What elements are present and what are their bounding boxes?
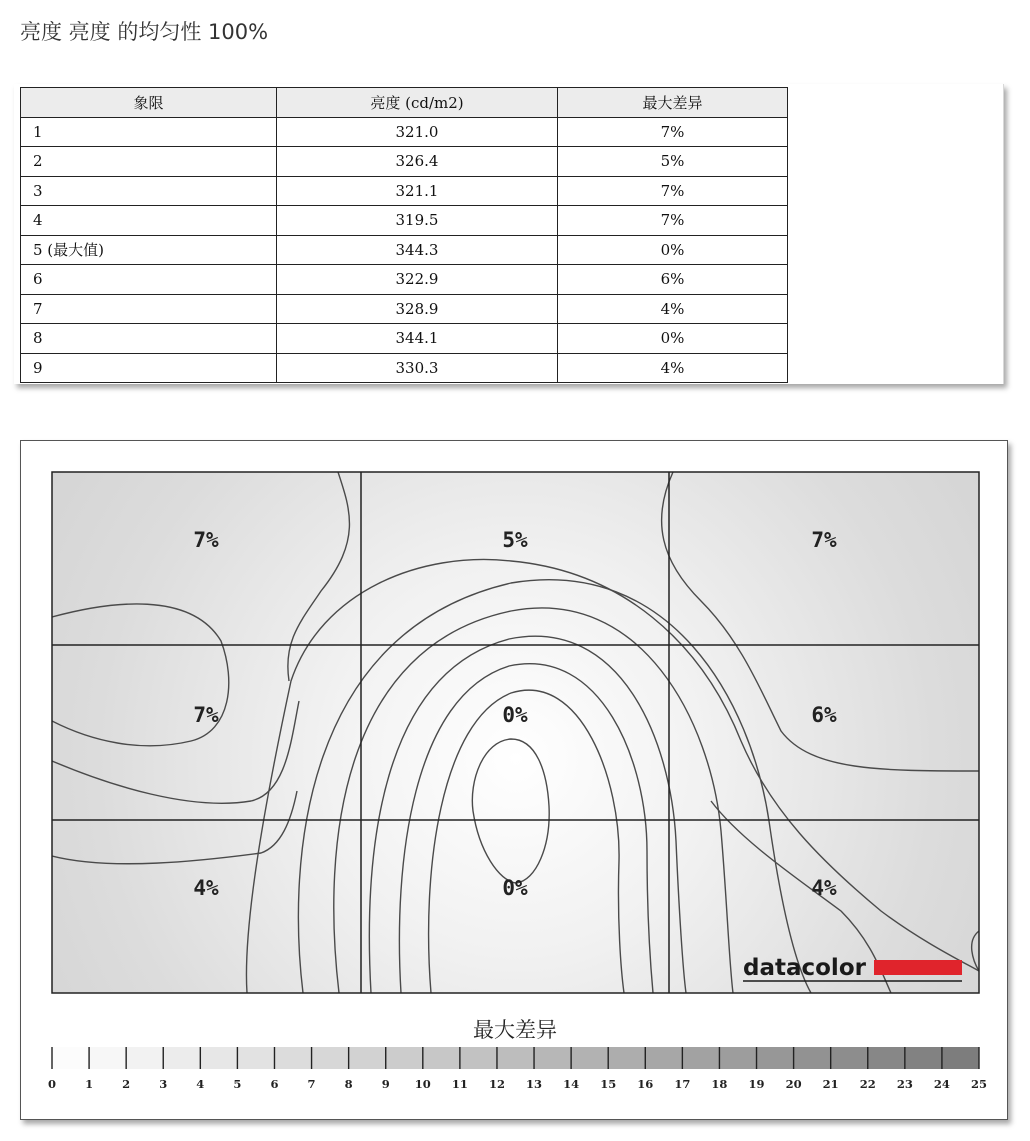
legend-swatch	[497, 1047, 535, 1069]
cell-max-diff: 6%	[558, 265, 788, 295]
header-quadrant: 象限	[21, 88, 277, 118]
cell-luminance: 321.0	[277, 117, 558, 147]
legend-tick-label: 18	[711, 1077, 728, 1091]
legend-tick-label: 25	[970, 1077, 988, 1091]
quadrant-label-8: 0%	[502, 876, 528, 900]
table-row	[21, 235, 788, 265]
legend-tick-label: 15	[600, 1077, 617, 1091]
table-row	[21, 294, 788, 324]
uniformity-chart	[21, 441, 1009, 1121]
legend-tick-label: 22	[859, 1077, 876, 1091]
cell-luminance: 344.1	[277, 324, 558, 354]
page-title: 亮度 亮度 的均匀性 100%	[20, 20, 269, 44]
table-row	[21, 353, 788, 383]
quadrant-label-2: 5%	[502, 528, 528, 552]
legend-tick-label: 14	[563, 1077, 580, 1091]
legend-swatch	[163, 1047, 201, 1069]
table-row	[21, 117, 788, 147]
cell-max-diff: 5%	[558, 147, 788, 177]
legend-tick-label: 0	[47, 1077, 57, 1091]
legend-tick-label: 9	[381, 1077, 390, 1091]
cell-luminance: 330.3	[277, 353, 558, 383]
legend-tick-label: 16	[637, 1077, 654, 1091]
legend-tick-label: 8	[344, 1077, 353, 1091]
cell-quadrant: 9	[21, 353, 277, 383]
logo-text: datacolor	[743, 955, 866, 981]
quadrant-label-3: 7%	[811, 528, 837, 552]
legend-tick-label: 4	[196, 1077, 205, 1091]
legend-tick-label: 19	[748, 1077, 765, 1091]
uniformity-table	[20, 87, 788, 383]
cell-quadrant: 5 (最大值)	[21, 235, 277, 265]
header-luminance: 亮度 (cd/m2)	[277, 88, 558, 118]
cell-max-diff: 4%	[558, 353, 788, 383]
legend-tick-label: 3	[159, 1077, 168, 1091]
cell-luminance: 328.9	[277, 294, 558, 324]
cell-quadrant: 8	[21, 324, 277, 354]
cell-quadrant: 4	[21, 206, 277, 236]
legend-swatch	[237, 1047, 275, 1069]
cell-max-diff: 4%	[558, 294, 788, 324]
legend-swatch	[645, 1047, 683, 1069]
cell-luminance: 326.4	[277, 147, 558, 177]
quadrant-label-4: 7%	[193, 703, 219, 727]
cell-luminance: 321.1	[277, 176, 558, 206]
legend-swatch	[274, 1047, 312, 1069]
cell-quadrant: 6	[21, 265, 277, 295]
legend-tick-label: 21	[822, 1077, 839, 1091]
legend-tick-label: 13	[526, 1077, 543, 1091]
legend-swatch	[349, 1047, 387, 1069]
legend-swatch	[757, 1047, 795, 1069]
uniformity-chart-panel	[20, 440, 1008, 1120]
quadrant-label-6: 6%	[811, 703, 837, 727]
quadrant-label-9: 4%	[811, 876, 837, 900]
legend-tick-label: 23	[896, 1077, 913, 1091]
legend-title: 最大差异	[473, 1018, 557, 1042]
legend-tick-label: 5	[233, 1077, 242, 1091]
plot-area	[52, 472, 979, 993]
legend-tick-label: 24	[933, 1077, 950, 1091]
header-max-diff: 最大差异	[558, 88, 788, 118]
legend-swatch	[719, 1047, 757, 1069]
legend-swatch	[126, 1047, 164, 1069]
table-body	[21, 117, 788, 383]
legend-swatch	[423, 1047, 461, 1069]
legend-tick-label: 12	[488, 1077, 505, 1091]
legend-swatch	[312, 1047, 350, 1069]
legend-swatch	[608, 1047, 646, 1069]
color-scale-legend	[48, 1047, 987, 1091]
legend-swatch	[571, 1047, 609, 1069]
logo-red-bar	[874, 960, 962, 975]
table-panel	[14, 84, 1004, 384]
legend-swatch	[794, 1047, 832, 1069]
legend-swatch	[905, 1047, 943, 1069]
legend-tick-label: 20	[785, 1077, 802, 1091]
legend-swatch	[868, 1047, 906, 1069]
legend-tick-label: 17	[674, 1077, 691, 1091]
legend-swatch	[386, 1047, 424, 1069]
cell-quadrant: 2	[21, 147, 277, 177]
legend-tick-label: 1	[85, 1077, 94, 1091]
table-row	[21, 324, 788, 354]
legend-tick-label: 10	[414, 1077, 431, 1091]
legend-swatch	[831, 1047, 869, 1069]
legend-tick-label: 6	[270, 1077, 279, 1091]
legend-swatch	[89, 1047, 127, 1069]
cell-max-diff: 0%	[558, 324, 788, 354]
quadrant-label-7: 4%	[193, 876, 219, 900]
cell-max-diff: 7%	[558, 117, 788, 147]
quadrant-label-5: 0%	[502, 703, 528, 727]
cell-luminance: 344.3	[277, 235, 558, 265]
cell-luminance: 319.5	[277, 206, 558, 236]
quadrant-label-1: 7%	[193, 528, 219, 552]
cell-max-diff: 0%	[558, 235, 788, 265]
legend-swatch	[682, 1047, 720, 1069]
table-row	[21, 206, 788, 236]
cell-max-diff: 7%	[558, 206, 788, 236]
cell-max-diff: 7%	[558, 176, 788, 206]
legend-swatch	[942, 1047, 980, 1069]
table-row	[21, 265, 788, 295]
table-row	[21, 147, 788, 177]
cell-quadrant: 7	[21, 294, 277, 324]
cell-luminance: 322.9	[277, 265, 558, 295]
legend-tick-label: 7	[307, 1077, 316, 1091]
legend-swatch	[534, 1047, 572, 1069]
legend-tick-label: 2	[122, 1077, 131, 1091]
legend-swatch	[460, 1047, 498, 1069]
legend-tick-label: 11	[451, 1077, 468, 1091]
cell-quadrant: 3	[21, 176, 277, 206]
legend-swatch	[52, 1047, 90, 1069]
table-row	[21, 176, 788, 206]
legend-swatch	[200, 1047, 238, 1069]
cell-quadrant: 1	[21, 117, 277, 147]
table-header-row	[21, 88, 788, 118]
